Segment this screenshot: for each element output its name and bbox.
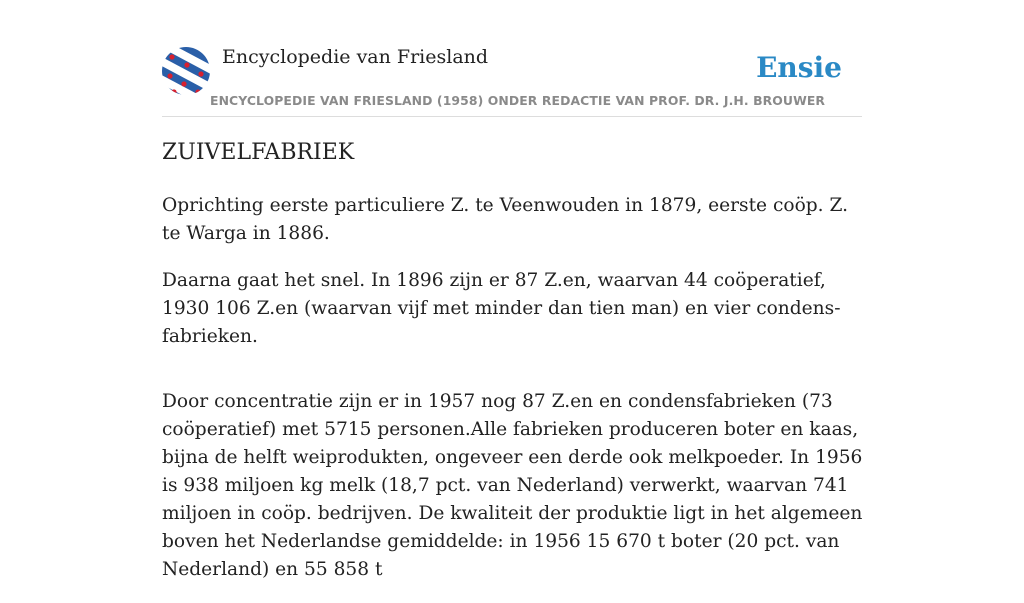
article-paragraph: Door concentratie zijn er in 1957 nog 87 Z.en en condensfabrieken (73 coöperatief) met 5715 personen.Alle fabrieken produceren boter en kaas, bijna de helft weiprodukten, ongeveer een derde ook melkpoeder. In 1956 is 938 miljoen kg melk (18,7 pct. van Nederland) verwerkt, waarvan 741 miljoen in coöp. bedrijven. De kwaliteit der produktie ligt in het algemeen boven het Nederlandse gemiddelde: in 1956 15 670 t boter (20 pct. van Nederland) en 55 858 t — [162, 391, 863, 580]
ensie-logo[interactable]: Ensie — [756, 51, 842, 84]
site-subtitle: ENCYCLOPEDIE VAN FRIESLAND (1958) ONDER REDACTIE VAN PROF. DR. J.H. BROUWER — [210, 93, 826, 108]
frisian-flag-icon[interactable] — [162, 47, 210, 95]
article-body — [162, 192, 870, 603]
article-paragraph: Daarna gaat het snel. In 1896 zijn er 87 Z.en, waarvan 44 coöperatief, 1930 106 Z.en (waarvan vijf met minder dan tien man) en vier condens-fabrieken. — [162, 270, 841, 347]
site-title[interactable]: Encyclopedie van Friesland — [222, 46, 489, 68]
site-header — [162, 42, 862, 117]
article-paragraph: Oprichting eerste particuliere Z. te Veenwouden in 1879, eerste coöp. Z. te Warga in 1886. — [162, 195, 848, 244]
article-title: ZUIVELFABRIEK — [162, 140, 355, 165]
